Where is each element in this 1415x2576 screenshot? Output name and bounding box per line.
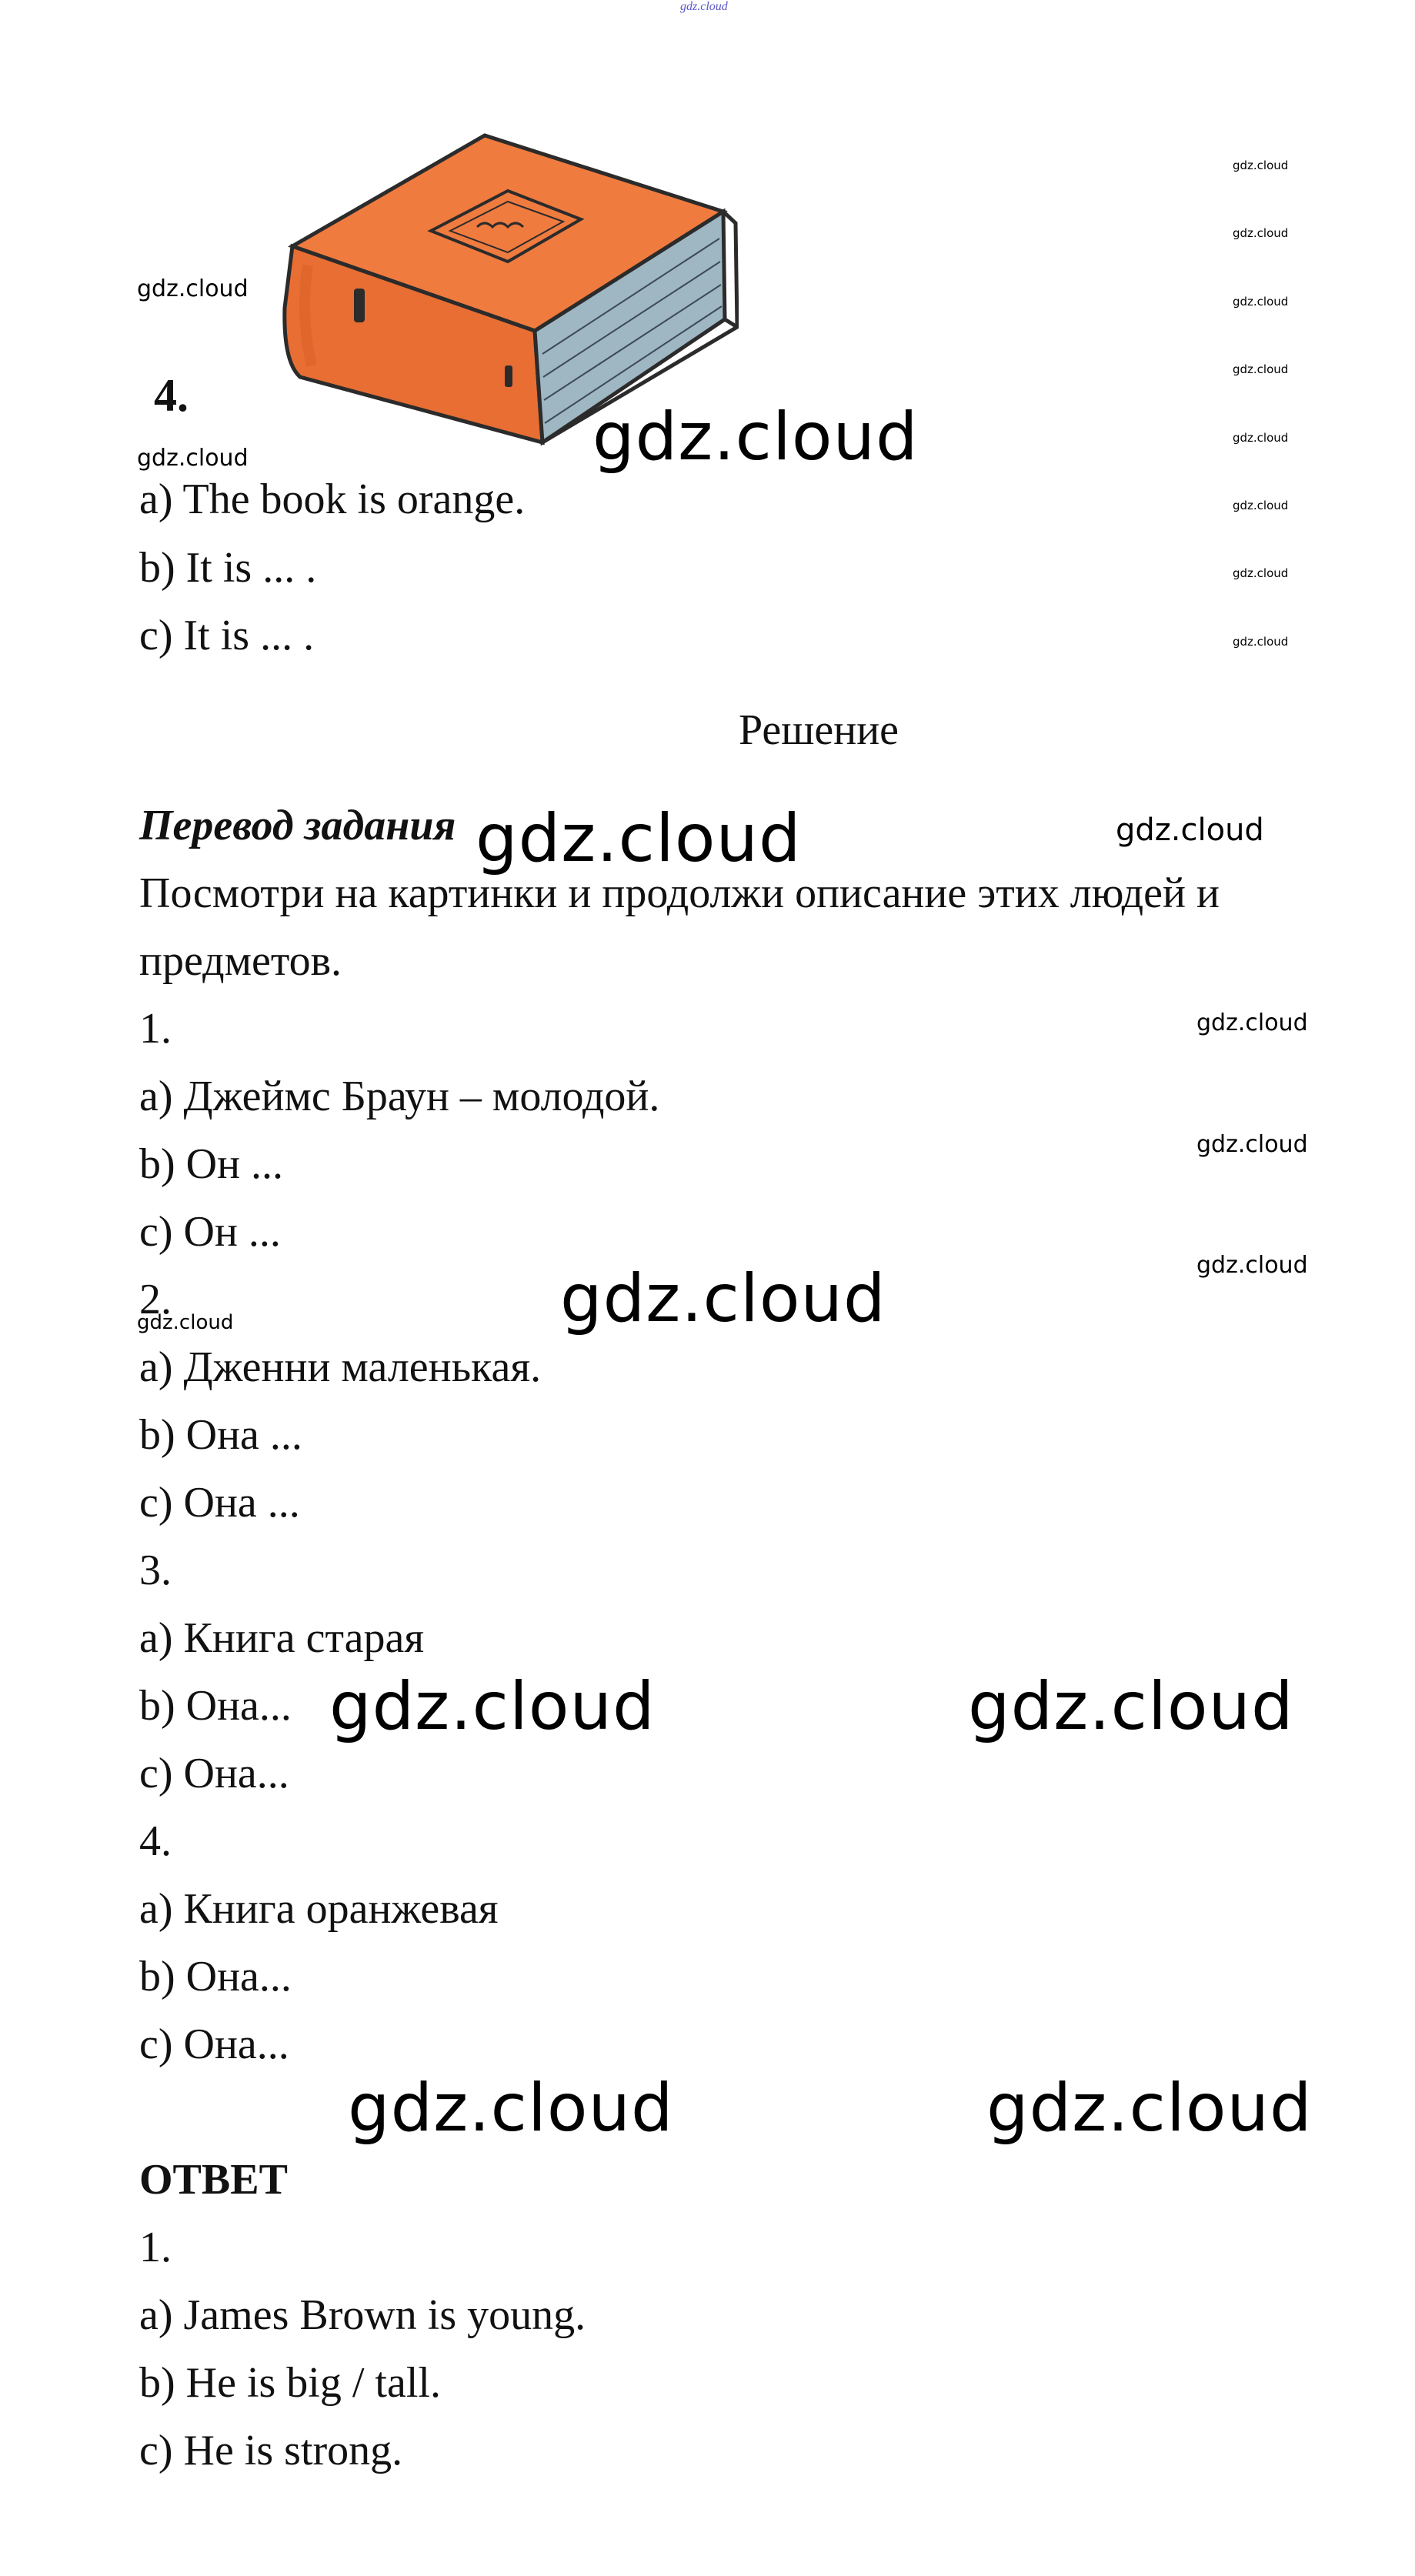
item-number: 2. — [139, 1276, 172, 1323]
answer-line: a) James Brown is young. — [139, 2291, 586, 2339]
exercise-line-a: a) The book is orange. — [139, 475, 526, 523]
watermark: gdz.cloud — [1196, 1131, 1308, 1158]
item-line: b) Она... — [139, 1682, 292, 1730]
answer-number: 1. — [139, 2224, 172, 2271]
item-number: 4. — [139, 1817, 172, 1865]
answer-line: b) He is big / tall. — [139, 2359, 441, 2407]
answer-heading: ОТВЕТ — [139, 2156, 288, 2204]
item-number: 3. — [139, 1547, 172, 1594]
solution-heading: Решение — [739, 706, 899, 754]
watermark: gdz.cloud — [1233, 295, 1289, 309]
watermark: gdz.cloud — [348, 2070, 674, 2147]
watermark: gdz.cloud — [137, 275, 249, 302]
item-number: 1. — [139, 1005, 172, 1053]
watermark: gdz.cloud — [329, 1668, 656, 1745]
watermark: gdz.cloud — [1233, 158, 1289, 172]
watermark: gdz.cloud — [1116, 813, 1264, 848]
item-line: b) Она... — [139, 1953, 292, 2000]
watermark: gdz.cloud — [968, 1668, 1294, 1745]
item-line: c) Он ... — [139, 1208, 281, 1256]
watermark: gdz.cloud — [476, 800, 802, 877]
item-line: b) Он ... — [139, 1140, 284, 1188]
item-line: b) Она ... — [139, 1411, 302, 1459]
answer-line: c) He is strong. — [139, 2427, 403, 2474]
watermark: gdz.cloud — [1196, 1009, 1308, 1036]
watermark: gdz.cloud — [1233, 226, 1289, 240]
watermark: gdz.cloud — [1196, 1252, 1308, 1279]
watermark: gdz.cloud — [137, 445, 249, 472]
exercise-line-b: b) It is ... . — [139, 544, 317, 592]
watermark: gdz.cloud — [1233, 431, 1289, 445]
item-line: c) Она... — [139, 1750, 289, 1797]
item-line: a) Книга старая — [139, 1614, 425, 1662]
watermark: gdz.cloud — [986, 2070, 1313, 2147]
book-spine-band — [354, 289, 365, 322]
item-line: a) Книга оранжевая — [139, 1885, 499, 1933]
exercise-line-c: c) It is ... . — [139, 612, 315, 659]
item-line: a) Джеймс Браун – молодой. — [139, 1073, 660, 1120]
instruction-line-2: предметов. — [139, 937, 342, 985]
translation-heading: Перевод задания — [139, 802, 456, 849]
item-line: a) Дженни маленькая. — [139, 1343, 542, 1391]
watermark: gdz.cloud — [592, 399, 919, 475]
instruction-line-1: Посмотри на картинки и продолжи описание этих людей и — [139, 869, 1220, 917]
watermark-top: gdz.cloud — [680, 0, 728, 13]
watermark: gdz.cloud — [1233, 635, 1289, 649]
exercise-number: 4. — [154, 370, 189, 421]
watermark: gdz.cloud — [1233, 362, 1289, 376]
watermark: gdz.cloud — [1233, 499, 1289, 512]
watermark: gdz.cloud — [137, 1311, 234, 1334]
watermark: gdz.cloud — [1233, 566, 1289, 580]
watermark: gdz.cloud — [560, 1260, 886, 1337]
item-line: c) Она... — [139, 2020, 289, 2068]
item-line: c) Она ... — [139, 1479, 300, 1527]
